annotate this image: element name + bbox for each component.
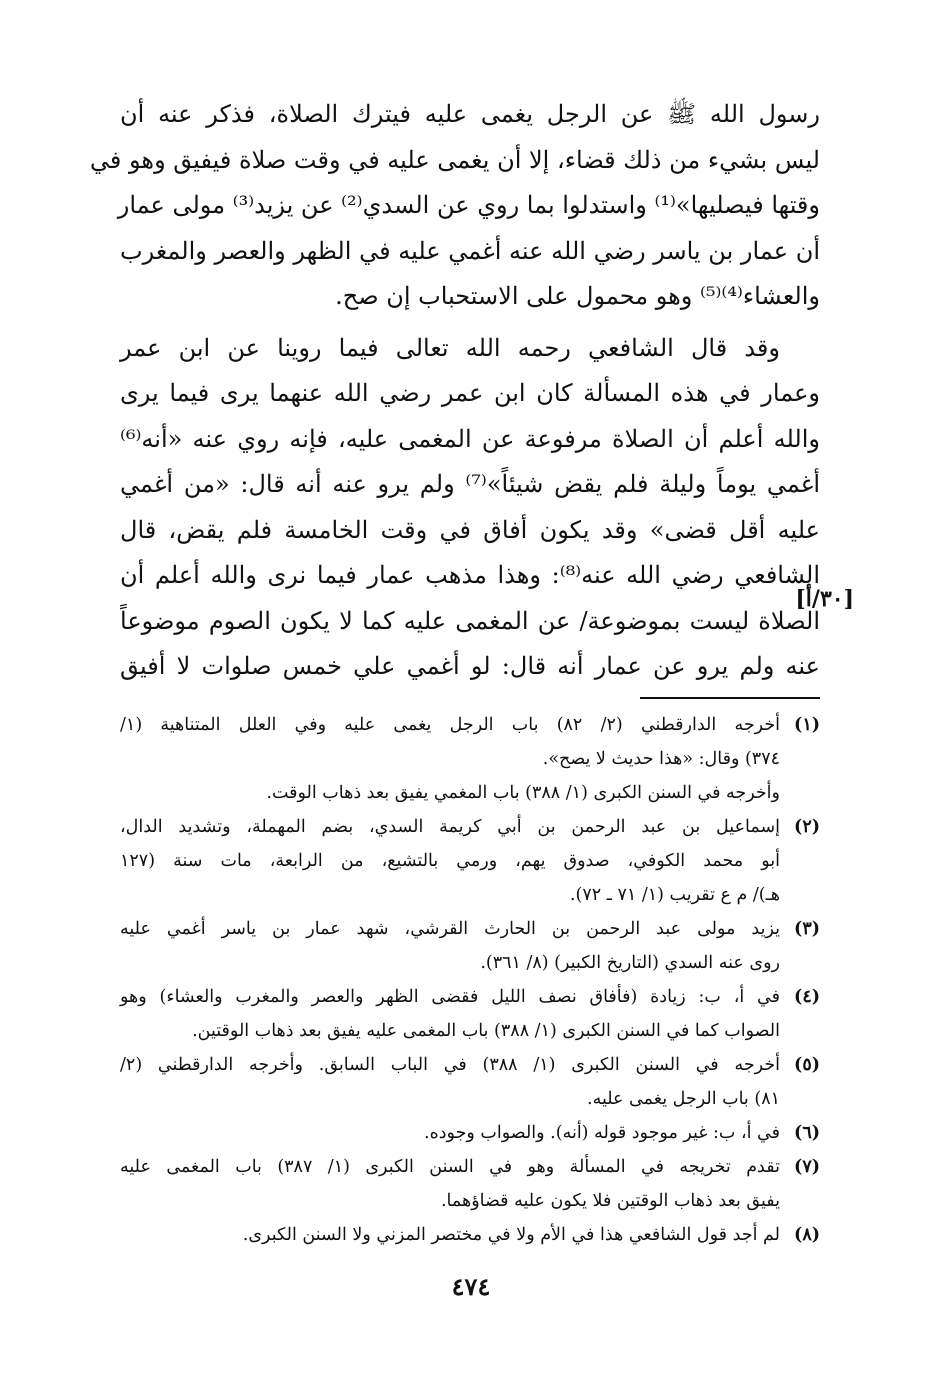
footnote-body	[120, 980, 780, 1048]
footnote-body	[120, 1150, 780, 1218]
footnote-line: في أ، ب: زيادة (فأفاق نصف الليل فقضى الظهر والعصر والمغرب والعشاء) وهو	[120, 987, 780, 1007]
footnote-line: لم أجد قول الشافعي هذا في الأم ولا في مختصر المزني ولا السنن الكبرى.	[242, 1225, 780, 1245]
main-text	[89, 92, 820, 690]
text-line: رسول الله ﷺ عن الرجل يغمى عليه فيترك الصلاة، فذكر عنه أن	[120, 100, 820, 128]
footnote-line: يفيق بعد ذهاب الوقتين فلا يكون عليه قضاؤهما.	[440, 1191, 780, 1211]
manuscript-folio-marker: [٣٠/أ]	[795, 586, 854, 612]
footnote-line: ٣٧٤) وقال: «هذا حديث لا يصح».	[542, 749, 780, 769]
footnote-line: أخرجه في السنن الكبرى (١/ ٣٨٨) في الباب السابق. وأخرجه الدارقطني (٢/	[120, 1055, 780, 1075]
footnote-7	[120, 1150, 820, 1218]
text-line: وعمار في هذه المسألة كان ابن عمر رضي الله عنهما يرى فيما يرى	[120, 379, 820, 407]
footnotes	[120, 708, 820, 1252]
text-line: أن عمار بن ياسر رضي الله عنه أغمي عليه في الظهر والعصر والمغرب	[120, 236, 820, 265]
footnote-number: (٨)	[794, 1225, 820, 1245]
footnote-line: الصواب كما في السنن الكبرى (١/ ٣٨٨) باب المغمى عليه يفيق بعد ذهاب الوقتين.	[192, 1021, 780, 1041]
footnote-number: (٢)	[794, 817, 820, 837]
footnote-body	[120, 1218, 780, 1252]
footnote-number: (٥)	[794, 1055, 820, 1075]
footnote-body	[120, 1116, 780, 1150]
footnote-line: في أ، ب: غير موجود قوله (أنه). والصواب وجوده.	[424, 1123, 780, 1143]
footnote-8	[120, 1218, 820, 1252]
footnote-line: ٨١) باب الرجل يغمى عليه.	[587, 1089, 780, 1109]
footnote-body	[120, 912, 780, 980]
footnote-body	[120, 708, 780, 810]
text-line: والعشاء⁽⁴⁾⁽⁵⁾ وهو محمول على الاستحباب إن صح.	[335, 282, 820, 310]
paragraph-1	[89, 92, 820, 320]
footnote-number: (١)	[794, 715, 820, 735]
text-line: عليه أقل قضى» وقد يكون أفاق في وقت الخامسة فلم يقض، قال	[120, 515, 820, 544]
footnote-line: هـ)/ م ع تقريب (١/ ٧١ ـ ٧٢).	[569, 885, 780, 905]
footnote-line: روى عنه السدي (التاريخ الكبير) (٨/ ٣٦١).	[480, 953, 780, 973]
footnote-1	[120, 708, 820, 810]
footnote-line: إسماعيل بن عبد الرحمن بن أبي كريمة السدي، بضم المهملة، وتشديد الدال،	[120, 817, 780, 837]
text-line: عنه ولم يرو عن عمار أنه قال: لو أغمي علي خمس صلوات لا أفيق	[120, 652, 820, 680]
footnote-line: أبو محمد الكوفي، صدوق يهم، ورمي بالتشيع، من الرابعة، مات سنة (١٢٧	[120, 851, 780, 871]
footnote-separator	[640, 697, 820, 699]
text-line: الصلاة ليست بموضوعة/ عن المغمى عليه كما لا يكون الصوم موضوعاً	[120, 606, 820, 635]
text-line: أغمي يوماً وليلة فلم يقض شيئاً»⁽⁷⁾ ولم يرو عنه أنه قال: «من أغمي	[120, 470, 820, 498]
footnote-number: (٦)	[794, 1123, 820, 1143]
footnote-5	[120, 1048, 820, 1116]
text-line: والله أعلم أن الصلاة مرفوعة عن المغمى عليه، فإنه روي عنه «أنه⁽⁶⁾	[120, 424, 820, 453]
footnote-number: (٧)	[794, 1157, 820, 1177]
page-number: ٤٧٤	[451, 1272, 491, 1301]
footnote-number: (٤)	[794, 987, 820, 1007]
footnote-6	[120, 1116, 820, 1150]
footnote-body	[120, 1048, 780, 1116]
text-line: الشافعي رضي الله عنه⁽⁸⁾: وهذا مذهب عمار فيما نرى والله أعلم أن	[120, 561, 820, 589]
text-line: ليس بشيء من ذلك قضاء، إلا أن يغمى عليه في وقت صلاة فيفيق وهو في	[89, 145, 820, 174]
footnote-line: وأخرجه في السنن الكبرى (١/ ٣٨٨) باب المغمي يفيق بعد ذهاب الوقت.	[266, 783, 780, 803]
footnote-number: (٣)	[794, 919, 820, 939]
footnote-line: أخرجه الدارقطني (٢/ ٨٢) باب الرجل يغمى عليه وفي العلل المتناهية (١/	[120, 715, 780, 735]
footnote-line: يزيد مولى عبد الرحمن بن الحارث القرشي، شهد عمار بن ياسر أغمي عليه	[120, 919, 780, 939]
text-line: وقد قال الشافعي رحمه الله تعالى فيما روينا عن ابن عمر	[120, 333, 780, 362]
footnote-body	[120, 810, 780, 912]
footnote-3	[120, 912, 820, 980]
footnote-2	[120, 810, 820, 912]
text-line: وقتها فيصليها»⁽¹⁾ واستدلوا بما روي عن السدي⁽²⁾ عن يزيد⁽³⁾ مولى عمار	[117, 191, 820, 219]
paragraph-2	[120, 326, 820, 690]
footnote-4	[120, 980, 820, 1048]
footnote-line: تقدم تخريجه في المسألة وهو في السنن الكبرى (١/ ٣٨٧) باب المغمى عليه	[120, 1157, 780, 1177]
